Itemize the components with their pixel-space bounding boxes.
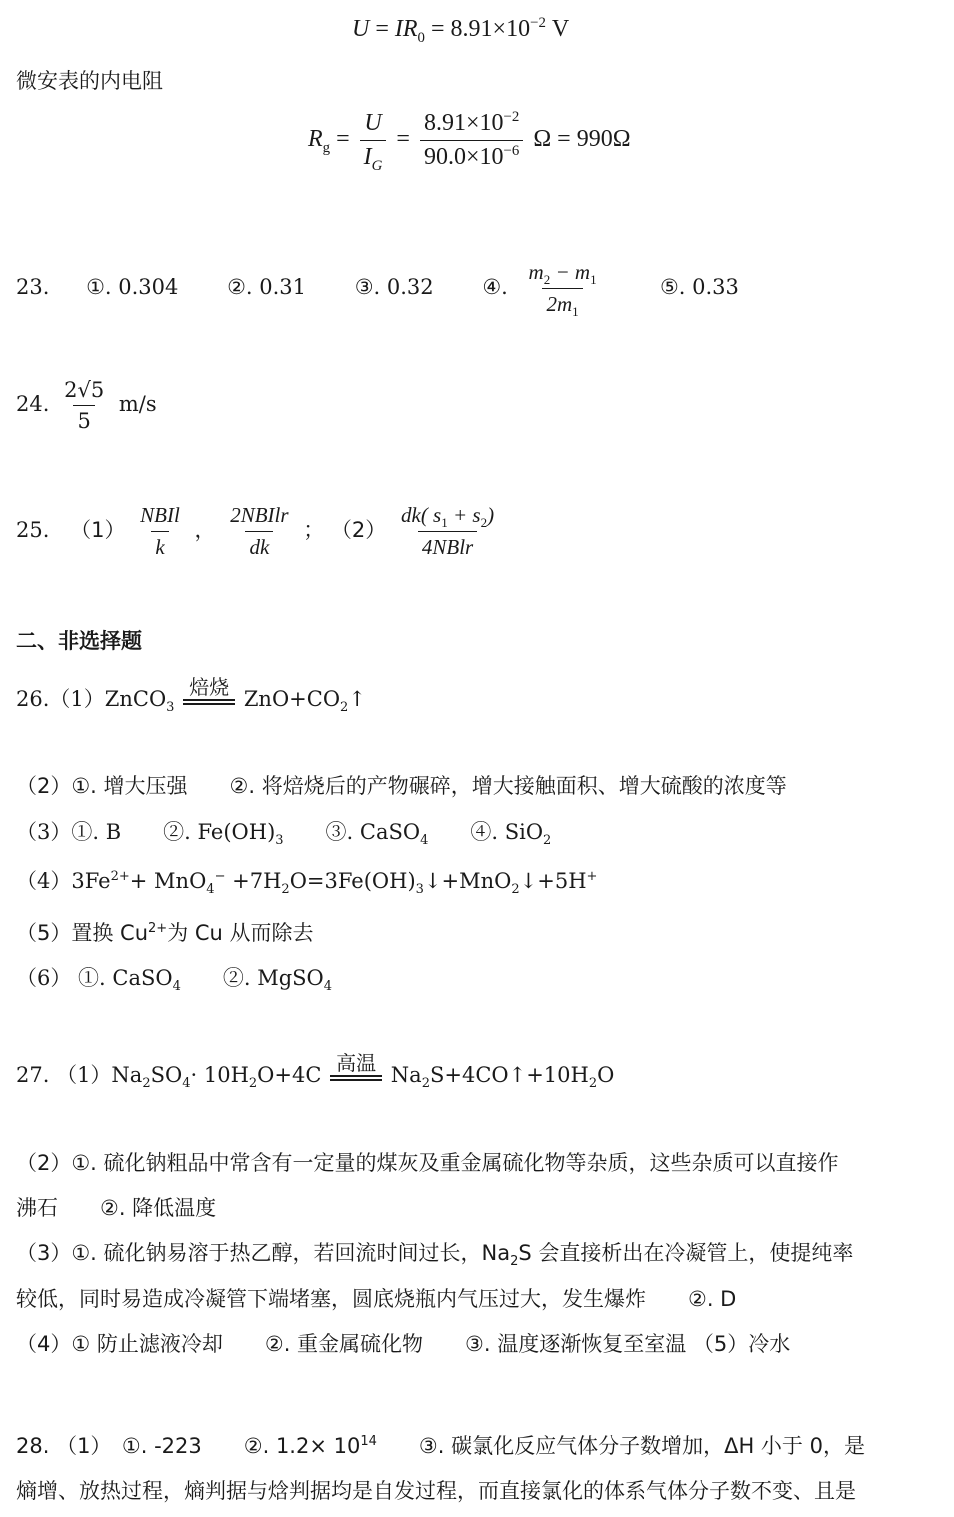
- subscript: 3: [166, 700, 175, 716]
- q26-line-2: （2）①. 增大压强 ②. 将焙烧后的产物碾碎，增大接触面积、增大硫酸的浓度等: [16, 774, 787, 798]
- subscript: 2: [511, 882, 520, 898]
- subscript: 4: [182, 1076, 191, 1092]
- q23-answer: [16, 260, 739, 320]
- subscript: 4: [323, 979, 333, 995]
- fraction-numerator: 2√5: [64, 378, 105, 402]
- q26-line-6: [16, 963, 332, 993]
- eq-subscript: 1: [572, 304, 579, 320]
- eq-symbol: IR: [394, 16, 418, 42]
- eq-symbol: R: [308, 126, 323, 153]
- eq-subscript: g: [322, 139, 331, 156]
- eq-symbol: 2m: [546, 292, 573, 316]
- text: ③. CaSO: [283, 820, 421, 844]
- fraction-denominator: dk: [245, 531, 273, 560]
- eq-symbol: =: [430, 16, 445, 42]
- subscript: 3: [415, 882, 424, 898]
- answer-2: ②. 0.31: [227, 275, 307, 299]
- subscript: 2: [142, 1076, 151, 1092]
- question-number: 23.: [16, 275, 50, 299]
- answer-5: ⑤. 0.33: [659, 275, 739, 299]
- fraction-denominator: [420, 140, 523, 171]
- fraction-denominator: 5: [73, 405, 94, 433]
- q27-line-4: [16, 1238, 853, 1268]
- text: （6） ①. CaSO: [16, 966, 173, 990]
- text: 27. （1）Na: [16, 1063, 143, 1087]
- text: O+4C: [257, 1063, 322, 1087]
- eq-exponent: −2: [530, 15, 546, 31]
- fraction-numerator: [397, 503, 498, 531]
- fraction-numerator: 2NBIlr: [230, 503, 289, 527]
- fraction-numerator: U: [364, 110, 382, 136]
- eq-value: 8.91×10: [450, 16, 531, 42]
- q27-line-6: （4）① 防止滤液冷却 ②. 重金属硫化物 ③. 温度逐渐恢复至室温 （5）冷水: [16, 1332, 791, 1356]
- fraction-values: [420, 110, 523, 171]
- text: SO: [150, 1063, 183, 1087]
- eq-unit: V: [551, 16, 570, 42]
- answer-3: ③. 0.32: [354, 275, 434, 299]
- part-label: （2）: [330, 518, 387, 542]
- fraction-denominator: [360, 140, 387, 174]
- q28-line-2: 熵增、放热过程，熵判据与焓判据均是自发过程，而直接氯化的体系气体分子数不变、且是: [16, 1479, 856, 1503]
- q27-line-3: 沸石 ②. 降低温度: [16, 1196, 217, 1220]
- condition-label: 焙烧: [189, 675, 230, 699]
- fraction-denominator: k: [151, 531, 168, 560]
- condition-label: 高温: [336, 1051, 377, 1075]
- text: ZnO+CO: [243, 687, 341, 711]
- q25-answer: [16, 503, 502, 560]
- text: + MnO: [129, 869, 207, 893]
- superscript: 2+: [148, 921, 168, 936]
- subscript: 4: [206, 882, 215, 898]
- fraction-u-over-ig: [360, 110, 387, 174]
- eq-symbol: =: [396, 126, 410, 153]
- subscript: 2: [588, 1076, 598, 1092]
- microammeter-resistance-label: 微安表的内电阻: [16, 69, 163, 93]
- subscript: 2: [510, 1254, 519, 1270]
- fraction-nbil-over-k: [136, 503, 184, 560]
- voltage-equation: [352, 14, 569, 44]
- text: 28. （1） ①. -223 ②. 1.2× 10: [16, 1434, 361, 1458]
- text: ↓+5H: [519, 869, 587, 893]
- text: +7H: [225, 869, 282, 893]
- eq-symbol: m: [528, 260, 544, 284]
- equals-bar: [183, 703, 235, 705]
- subscript: 2: [248, 1076, 258, 1092]
- question-number: 24.: [16, 392, 50, 416]
- eq-exponent: −6: [503, 143, 520, 159]
- subscript: 2: [421, 1076, 430, 1092]
- eq-subscript: G: [371, 157, 383, 174]
- eq-exponent: −2: [503, 109, 520, 125]
- reaction-condition: [330, 1052, 382, 1089]
- reaction-condition: [183, 676, 235, 713]
- eq-symbol: =: [336, 126, 350, 153]
- text: · 10H: [190, 1063, 249, 1087]
- q28-line-1: [16, 1431, 865, 1461]
- eq-value: 90.0×10: [423, 144, 504, 170]
- q26-line-5: [16, 918, 314, 948]
- eq-subscript: 1: [441, 515, 448, 531]
- text: （3）①. B ②. Fe(OH): [16, 820, 276, 844]
- fraction-velocity: [60, 378, 108, 433]
- equals-bar: [330, 1079, 382, 1081]
- subscript: 3: [275, 833, 284, 849]
- text: S+4CO↑+10H: [429, 1063, 589, 1087]
- fraction-distance: [397, 503, 498, 560]
- q27-line-2: （2）①. 硫化钠粗品中常含有一定量的煤灰及重金属硫化物等杂质，这些杂质可以直接作: [16, 1151, 839, 1175]
- text: O: [597, 1063, 615, 1087]
- subscript: 2: [340, 700, 349, 716]
- q26-line-1: [16, 675, 366, 716]
- text: O=3Fe(OH): [289, 869, 416, 893]
- q27-line-5: 较低，同时易造成冷凝管下端堵塞，圆底烧瓶内气压过大，发生爆炸 ②. D: [16, 1287, 737, 1311]
- eq-symbol: + s: [447, 503, 481, 527]
- eq-symbol: U: [352, 16, 370, 42]
- text: （4）3Fe: [16, 869, 111, 893]
- eq-subscript: 2: [543, 272, 551, 288]
- superscript: −: [214, 869, 226, 884]
- equals-bar: [330, 1075, 382, 1077]
- equals-bar: [183, 699, 235, 701]
- answer-1: ①. 0.304: [86, 275, 179, 299]
- text: ↓+MnO: [423, 869, 512, 893]
- superscript: 14: [360, 1434, 377, 1449]
- text: （3）①. 硫化钠易溶于热乙醇，若回流时间过长，Na: [16, 1241, 511, 1265]
- eq-subscript: 2: [480, 515, 488, 531]
- q26-line-3: [16, 817, 551, 847]
- text: ④. SiO: [428, 820, 544, 844]
- separator: ，: [194, 518, 216, 542]
- superscript: 2+: [110, 869, 130, 884]
- eq-symbol: ( s: [420, 503, 442, 527]
- subscript: 4: [172, 979, 181, 995]
- section-title: 二、非选择题: [16, 629, 142, 653]
- fraction-denominator: [542, 288, 582, 320]
- answer-4: ④.: [482, 275, 508, 299]
- resistance-equation: [308, 109, 631, 174]
- eq-symbol: I: [363, 144, 372, 170]
- text: （5）置换 Cu: [16, 921, 149, 945]
- fraction-mass-ratio: [525, 260, 601, 320]
- eq-value: 8.91×10: [423, 110, 504, 136]
- text: 为 Cu 从而除去: [167, 921, 314, 945]
- subscript: 2: [281, 882, 290, 898]
- part-label: （1）: [70, 518, 126, 542]
- fraction-2nbilr-over-dk: [226, 503, 292, 560]
- q24-answer: [16, 378, 157, 433]
- eq-symbol: − m: [550, 260, 591, 284]
- eq-symbol: dk: [400, 503, 421, 527]
- text: ③. 碳氯化反应气体分子数增加，ΔH 小于 0，是: [376, 1434, 865, 1458]
- separator: ；: [303, 518, 325, 542]
- fraction-numerator: NBIl: [140, 503, 180, 527]
- unit: m/s: [118, 392, 157, 416]
- superscript: +: [586, 869, 598, 884]
- q27-line-1: [16, 1051, 615, 1092]
- fraction-numerator: [525, 260, 601, 288]
- eq-subscript: 0: [417, 29, 425, 46]
- fraction-denominator: 4NBlr: [418, 531, 477, 560]
- eq-symbol: =: [375, 16, 389, 42]
- q26-line-4: [16, 866, 597, 896]
- subscript: 4: [420, 833, 429, 849]
- question-number: 25.: [16, 518, 50, 542]
- subscript: 2: [543, 833, 552, 849]
- text: S 会直接析出在冷凝管上，使提纯率: [518, 1241, 854, 1265]
- eq-result: Ω = 990Ω: [533, 126, 631, 153]
- text: 26.（1）ZnCO: [16, 687, 167, 711]
- eq-symbol: ): [487, 503, 495, 527]
- text: Na: [390, 1063, 422, 1087]
- gas-arrow: ↑: [348, 687, 366, 711]
- text: ②. MgSO: [180, 966, 324, 990]
- fraction-numerator: [420, 110, 523, 140]
- eq-subscript: 1: [590, 272, 597, 288]
